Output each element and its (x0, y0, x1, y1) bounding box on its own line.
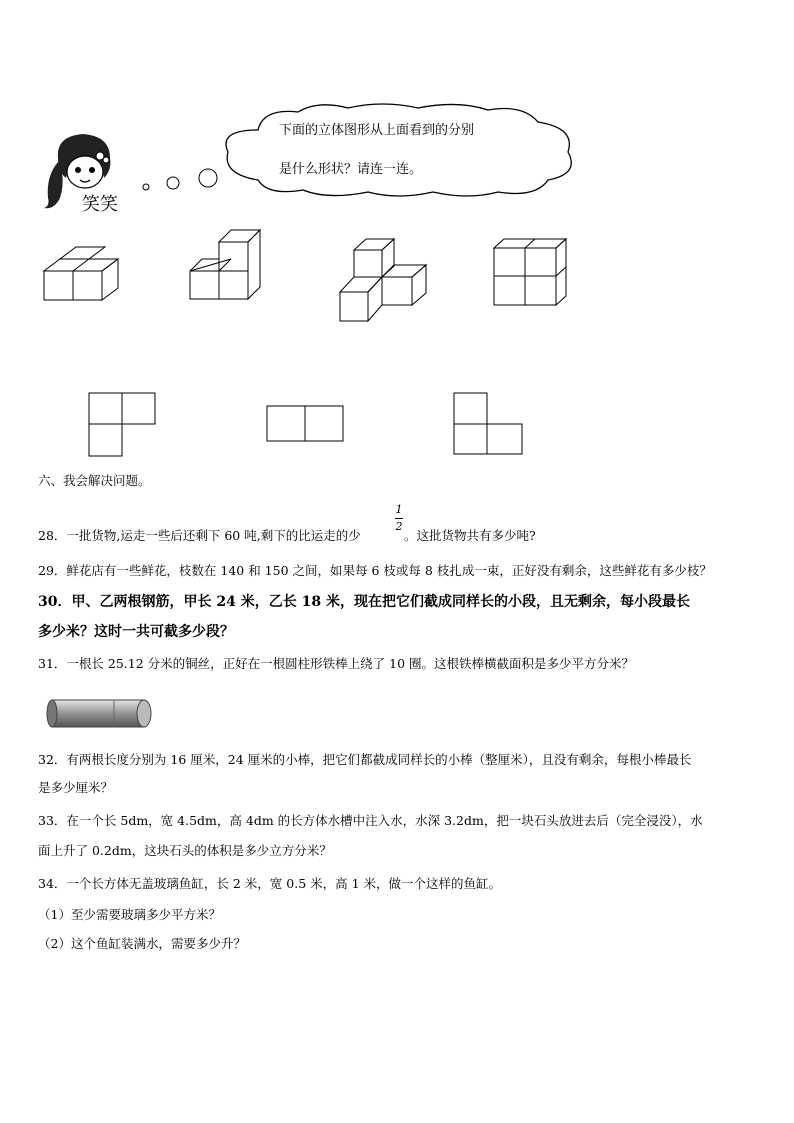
question-30-line-2: 多少米？这时一共可截多少段？ (38, 624, 234, 640)
question-29-text: 29．鲜花店有一些鲜花，枝数在 140 和 150 之间，如果每 6 枝或每 8 枝扎成一束，正好没有剩余，这些鲜花有多少枝？ (38, 563, 712, 578)
question-28-text: 28．一批货物,运走一些后还剩下 60 吨,剩下的比运走的少 (38, 528, 361, 543)
top-view-shape-3 (453, 392, 525, 456)
solid-figure-1 (42, 243, 124, 303)
top-view-shape-1 (88, 392, 158, 458)
fraction-numerator: 1 (395, 503, 403, 516)
section-heading: 六、我会解决问题。 (38, 473, 151, 488)
top-view-shape-2 (266, 405, 346, 443)
character-label: 笑笑 (82, 194, 118, 215)
question-28-text-end: 。这批货物共有多少吨? (404, 528, 536, 543)
thought-dots (138, 165, 222, 195)
question-30-line-1: 30．甲、乙两根钢筋，甲长 24 米，乙长 18 米，现在把它们截成同样长的小段，且无剩余，每小段最长 (38, 594, 690, 610)
speech-cloud (218, 100, 580, 200)
question-32-line-2: 是多少厘米？ (38, 780, 114, 795)
solid-figure-2 (188, 228, 264, 302)
solid-figure-3 (338, 236, 430, 324)
solid-figure-4 (492, 236, 568, 308)
question-31-text: 31．一根长 25.12 分米的铜丝，正好在一根圆柱形铁棒上绕了 10 圈。这根铁棒横截面积是多少平方分米？ (38, 656, 634, 671)
bubble-line-2: 是什么形状？请连一连。 (279, 162, 423, 177)
fraction-bar (395, 518, 403, 519)
question-34-sub-1: （1）至少需要玻璃多少平方米？ (38, 907, 221, 922)
question-34-sub-2: （2）这个鱼缸装满水，需要多少升？ (38, 936, 246, 951)
question-34-text: 34．一个长方体无盖玻璃鱼缸，长 2 米，宽 0.5 米，高 1 米，做一个这样的鱼缸。 (38, 876, 502, 891)
question-32-line-1: 32．有两根长度分别为 16 厘米，24 厘米的小棒，把它们都截成同样长的小棒（整厘米），且没有剩余，每根小棒最长 (38, 752, 692, 767)
cylinder-rod-image (44, 694, 156, 734)
question-33-line-2: 面上升了 0.2dm，这块石头的体积是多少立方分米？ (38, 843, 332, 858)
fraction-denominator: 2 (395, 520, 403, 533)
bubble-line-1: 下面的立体图形从上面看到的分别 (279, 123, 475, 138)
question-33-line-1: 33．在一个长 5dm，宽 4.5dm，高 4dm 的长方体水槽中注入水，水深 3.2dm，把一块石头放进去后（完全浸没），水 (38, 813, 703, 828)
